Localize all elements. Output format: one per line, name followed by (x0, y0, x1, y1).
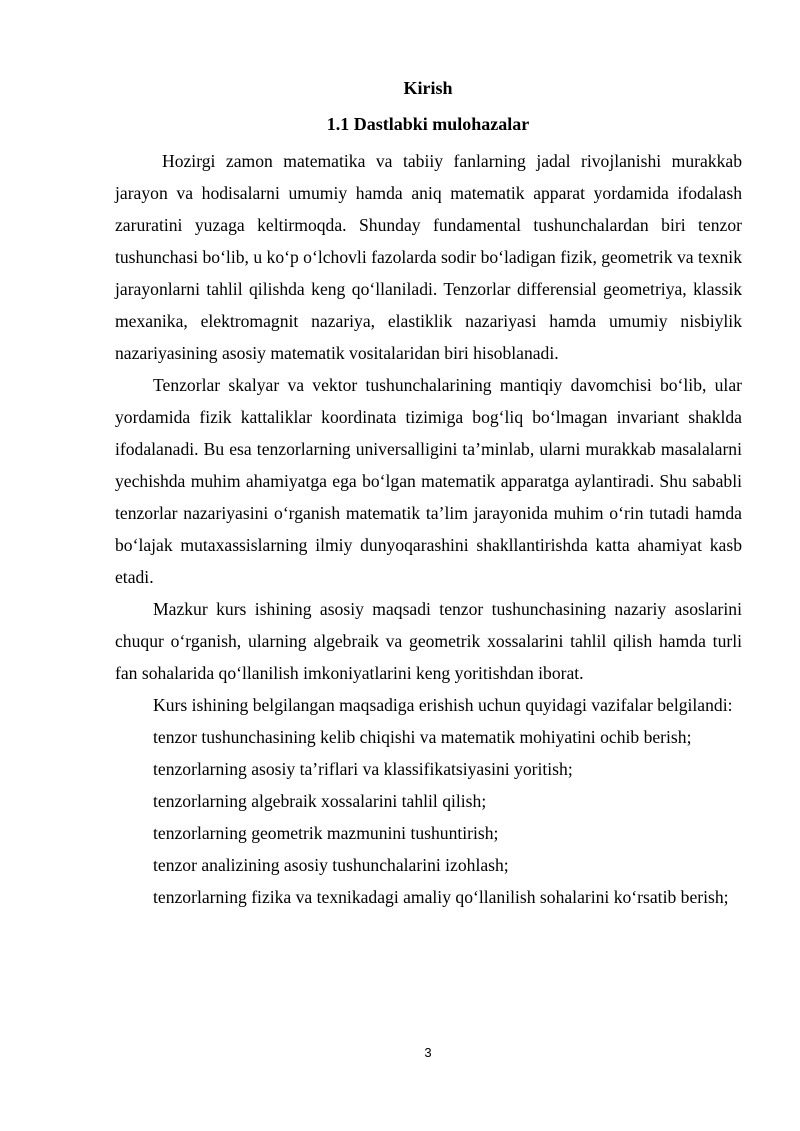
task-item: tenzor tushunchasining kelib chiqishi va matematik mohiyatini ochib berish; (153, 727, 692, 747)
task-item: tenzor analizining asosiy tushunchalarini izohlash; (153, 855, 509, 875)
paragraph-tensors: Tenzorlar skalyar va vektor tushunchalarining mantiqiy davomchisi bo‘lib, ular yordamida fizik kattaliklar koordinata tizimiga bog‘liq bo‘lmagan invariant shaklda ifodalanadi. Bu esa tenzorlarning universalligini ta’minlab, ularni murakkab masalalarni yechishda muhim ahamiyatga ega bo‘lgan matematik apparatga aylantiradi. Shu sababli tenzorlar nazariyasini o‘rganish matematik ta’lim jarayonida muhim o‘rin tutadi hamda bo‘lajak mutaxassislarning ilmiy dunyoqarashini shakllantirishda katta ahamiyat kasb etadi. (115, 375, 742, 587)
section-title: Kirish (403, 78, 453, 98)
task-item: tenzorlarning fizika va texnikadagi amaliy qo‘llanilish sohalarini ko‘rsatib berish; (153, 887, 729, 907)
body-text (115, 145, 742, 913)
page-number: 3 (424, 1045, 432, 1060)
paragraph-tasks-intro: Kurs ishining belgilangan maqsadiga erishish uchun quyidagi vazifalar belgilandi: (153, 695, 733, 715)
paragraph-goal: Mazkur kurs ishining asosiy maqsadi tenzor tushunchasining nazariy asoslarini chuqur o‘rganish, ularning algebraik va geometrik xossalarini tahlil qilish hamda turli fan sohalarida qo‘llanilish imkoniyatlarini keng yoritishdan iborat. (115, 599, 742, 683)
task-item: tenzorlarning asosiy ta’riflari va klassifikatsiyasini yoritish; (153, 759, 573, 779)
subsection-title: 1.1 Dastlabki mulohazalar (326, 114, 530, 134)
task-item: tenzorlarning algebraik xossalarini tahlil qilish; (153, 791, 487, 811)
task-item: tenzorlarning geometrik mazmunini tushuntirish; (153, 823, 499, 843)
paragraph-intro: Hozirgi zamon matematika va tabiiy fanlarning jadal rivojlanishi murakkab jarayon va hodisalarni umumiy hamda aniq matematik apparat yordamida ifodalash zaruratini yuzaga keltirmoqda. Shunday fundamental tushunchalardan biri tenzor tushunchasi bo‘lib, u ko‘p o‘lchovli fazolarda sodir bo‘ladigan fizik, geometrik va texnik jarayonlarni tahlil qilishda keng qo‘llaniladi. Tenzorlar differensial geometriya, klassik mexanika, elektromagnit nazariya, elastiklik nazariyasi hamda umumiy nisbiylik nazariyasining asosiy matematik vositalaridan biri hisoblanadi. (115, 151, 742, 363)
